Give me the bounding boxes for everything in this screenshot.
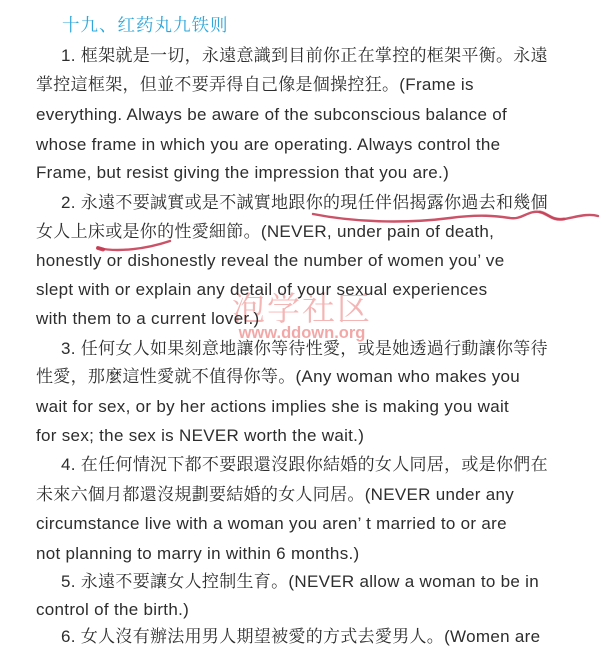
text-line: slept with or explain any detail of your sexual experiences bbox=[36, 280, 488, 299]
text-line: 掌控這框架，但並不要弄得自己像是個操控狂。(Frame is bbox=[36, 75, 474, 94]
text-line-partial: 6. 女人沒有辦法用男人期望被愛的方式去愛男人。(Women are bbox=[61, 627, 541, 646]
text-line: 女人上床或是你的性愛細節。(NEVER, under pain of death, bbox=[36, 222, 495, 241]
text-line: whose frame in which you are operating. Always control the bbox=[36, 135, 501, 154]
watermark-url: www.ddown.org bbox=[238, 324, 366, 342]
text-line: honestly or dishonestly reveal the number of women you’ ve bbox=[36, 251, 505, 270]
text-line: for sex; the sex is NEVER worth the wait.) bbox=[36, 426, 365, 445]
text-line: 5. 永遠不要讓女人控制生育。(NEVER allow a woman to be in bbox=[61, 572, 539, 591]
text-line: with them to a current lover.) bbox=[36, 309, 260, 328]
text-line: 2. 永遠不要誠實或是不誠實地跟你的現任伴侶揭露你過去和幾個 bbox=[61, 193, 548, 212]
text-line: 性愛，那麼這性愛就不值得你等。(Any woman who makes you bbox=[36, 367, 521, 386]
section-heading: 十九、红药丸九铁则 bbox=[62, 15, 229, 35]
text-line: control of the birth.) bbox=[36, 600, 190, 619]
text-line: 1. 框架就是一切，永遠意識到目前你正在掌控的框架平衡。永遠 bbox=[61, 46, 548, 65]
text-line: Frame, but resist giving the impression that you are.) bbox=[36, 163, 450, 182]
text-line: everything. Always be aware of the subconscious balance of bbox=[36, 105, 508, 124]
text-line: wait for sex, or by her actions implies she is making you wait bbox=[36, 397, 510, 416]
text-line: not planning to marry in within 6 months.) bbox=[36, 544, 360, 563]
text-line: circumstance live with a woman you aren’ t married to or are bbox=[36, 514, 507, 533]
watermark-title: 泡学社区 bbox=[232, 290, 372, 327]
text-line: 4. 在任何情況下都不要跟還沒跟你結婚的女人同居，或是你們在 bbox=[61, 455, 548, 474]
text-line: 3. 任何女人如果刻意地讓你等待性愛，或是她透過行動讓你等待 bbox=[61, 339, 548, 358]
text-line: 未來六個月都還沒規劃要結婚的女人同居。(NEVER under any bbox=[36, 485, 515, 504]
